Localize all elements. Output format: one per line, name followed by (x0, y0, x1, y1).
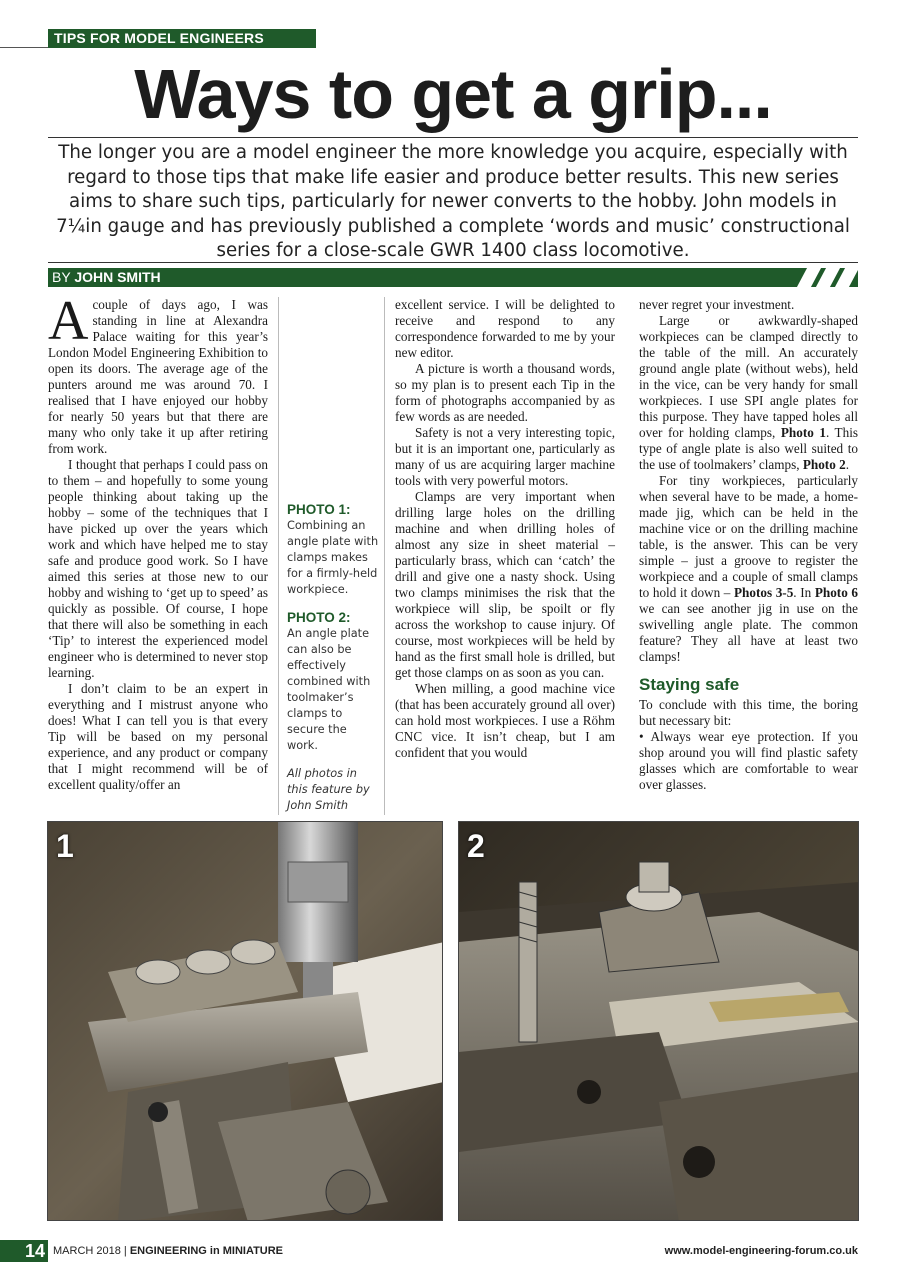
photo-1 (47, 821, 443, 1221)
byline-stripes (802, 268, 854, 287)
paragraph: For tiny workpieces, particularly when several have to be made, a home-made jig, which can be held in the machine vice or on the drilling machine table, is the answer. This can be very simple – just a groove to register the workpiece and a couple of small clamps to hold it down – Photos 3-5. In Photo 6 we can see another jig in use on the swivelling angle plate. The common feature? They all have at least two clamps! (639, 473, 858, 664)
photo-2-number: 2 (467, 828, 485, 864)
paragraph: excellent service. I will be delighted to receive and respond to any correspondence forwarded to me by your new editor. (395, 297, 615, 360)
section-tag: TIPS FOR MODEL ENGINEERS (48, 29, 316, 48)
paragraph: When milling, a good machine vice (that has been accurately ground all over) can hold most workpieces. I use a Röhm CNC vice. It isn’t cheap, but I am confident that you would (395, 681, 615, 760)
standfirst: The longer you are a model engineer the more knowledge you acquire, especially with regard to those tips that make life easier and produce better results. This new series aims to share such tips, particularly for newer converts to the hobby. John models in 7¼in gauge and has previously published a complete ‘words and music’ constructional series for a close-scale GWR 1400 class locomotive. (56, 142, 850, 261)
bullet-item: • Always wear eye protection. If you shop around you will find plastic safety glasses which are comfortable to wear over glasses. (639, 729, 858, 792)
footer-issue: MARCH 2018 | ENGINEERING in MINIATURE (53, 1245, 284, 1257)
subheading: Staying safe (639, 675, 740, 694)
photo-2 (458, 821, 859, 1221)
paragraph: I don’t claim to be an expert in everything and I mistrust anyone who does! What I can tell you is that every Tip will be based on my personal experience, and any product or company that I might recommend will be of excellent quality/offer an (48, 681, 268, 792)
byline-author: JOHN SMITH (74, 269, 161, 285)
byline (48, 268, 858, 287)
footer-website: www.model-engineering-forum.co.uk (664, 1245, 858, 1257)
caption-title-photo-2: PHOTO 2: (287, 610, 351, 625)
paragraph: Acouple of days ago, I was standing in line at Alexandra Palace waiting for this year’s London Model Engineering Exhibition to open its doors. The average age of the punters around me was around 70. I realised that I have enjoyed our hobby for nearly 50 years but that there are many who only take it up after retiring from work. (48, 290, 268, 456)
byline-prefix: BY (52, 269, 75, 285)
article-column-1 (48, 290, 268, 793)
standfirst-top-rule (48, 137, 858, 138)
paragraph: Safety is not a very interesting topic, but it is an important one, particularly as many of us are acquiring larger machine tools with very powerful motors. (395, 425, 615, 488)
caption-text-photo-2: An angle plate can also be effectively combined with toolmaker’s clamps to secure the work. (287, 627, 371, 752)
photo-captions (287, 502, 379, 814)
paragraph: I thought that perhaps I could pass on to them – and hopefully to some young people thinking about taking up the hobby – some of the techniques that I have picked up over the years which work and which have helped me to stay safe and produce good work. So I have aimed this series at those new to our hobby and wishing to ‘get up to speed’ as quickly as possible. Of course, I hope that there will also be something in each ‘Tip’ to interest the experienced model engineer who is determined to never stop learning. (48, 457, 268, 680)
standfirst-bottom-rule (48, 262, 858, 263)
caption-text-photo-1: Combining an angle plate with clamps makes for a firmly-held workpiece. (287, 519, 379, 596)
page-number: 14 (0, 1240, 48, 1262)
article-column-4 (639, 297, 858, 793)
paragraph: A picture is worth a thousand words, so my plan is to present each Tip in the form of photographs accompanied by as few words as are needed. (395, 361, 615, 424)
photo-2-illustration (459, 822, 859, 1221)
caption-title-photo-1: PHOTO 1: (287, 502, 351, 517)
paragraph: Clamps are very important when drilling large holes on the drilling machine and when drilling holes of almost any size in sheet material – particularly brass, which can ‘catch’ the drill and give one a nasty shock. Using two clamps minimises the risk that the workpiece will slip, be spoilt or fly across the workshop to cause injury. Of course, most workpieces will be held by hand as the first small hole is drilled, but get those clamps on as soon as you can. (395, 489, 615, 680)
photo-credit: All photos in this feature by John Smith (287, 767, 370, 812)
paragraph: Large or awkwardly-shaped workpieces can be clamped directly to the table of the mill. An accurately ground angle plate (without webs), held in the vice, can be very handy for small workpieces. I use SPI angle plates for this purpose. They have tapped holes all over for holding clamps, Photo 1. This type of angle plate is also well suited to the use of toolmakers’ clamps, Photo 2. (639, 313, 858, 472)
photo-1-number: 1 (56, 828, 74, 864)
column-divider (384, 297, 385, 815)
column-divider (278, 297, 279, 815)
dropcap: A (48, 290, 89, 352)
paragraph: To conclude with this time, the boring but necessary bit: (639, 697, 858, 728)
article-column-3 (395, 297, 615, 761)
photo-1-illustration (48, 822, 443, 1221)
headline: Ways to get a grip... (134, 55, 772, 133)
paragraph: never regret your investment. (639, 297, 795, 312)
